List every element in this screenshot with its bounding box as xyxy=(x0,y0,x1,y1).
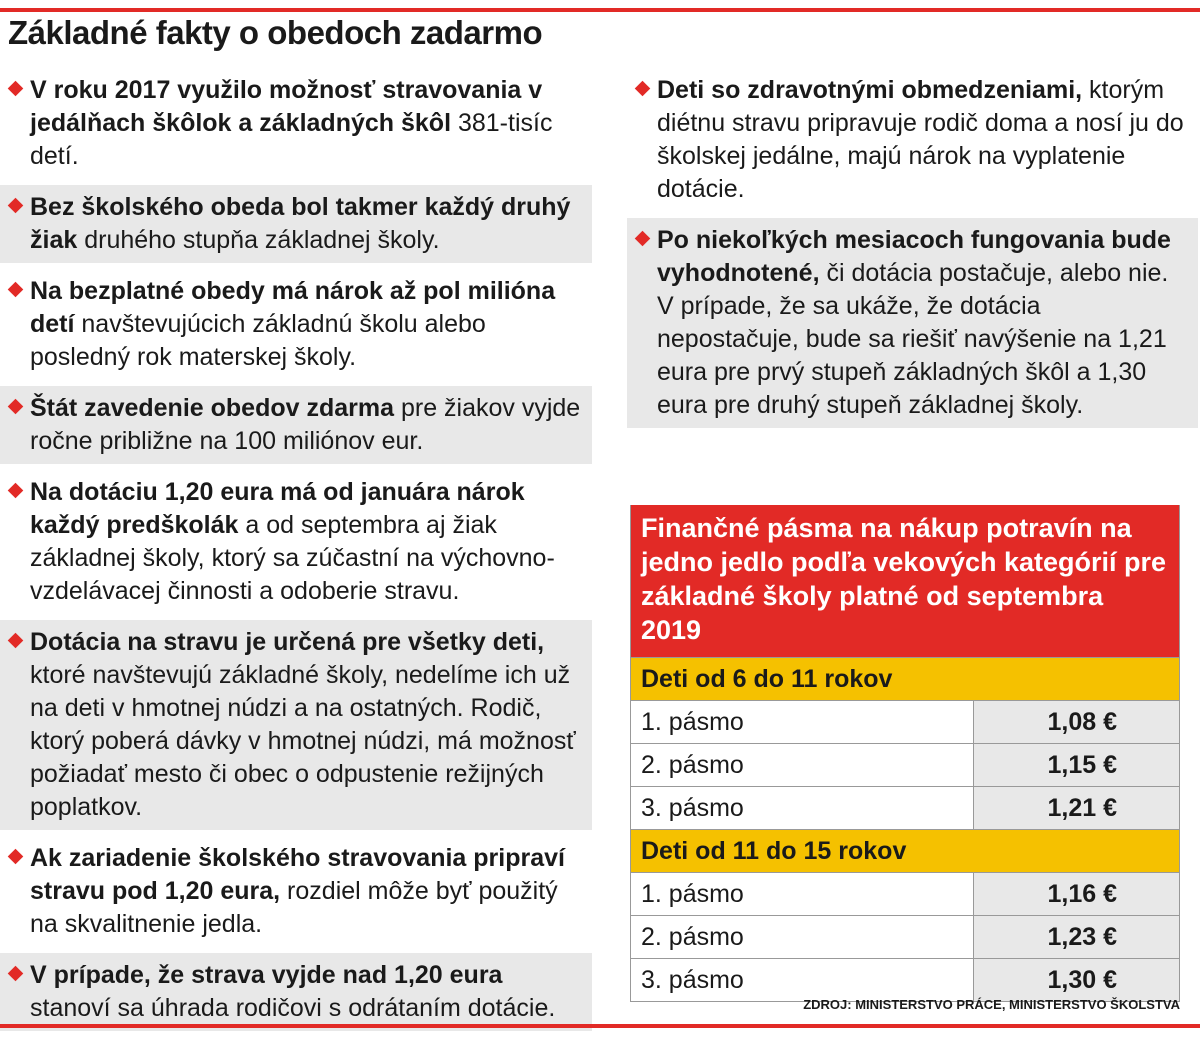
table-row xyxy=(631,915,1179,958)
fact-bold: Deti so zdravotnými obmedzeniami, xyxy=(657,76,1083,104)
table-row xyxy=(631,958,1179,1001)
fact-text: či dotácia postačuje, alebo nie. V prípade, že sa ukáže, že dotácia nepostačuje, bude sa riešiť navýšenie na 1,21 eura pre prvý stupeň základných škôl a 1,30 eura pre druhý stupeň základnej školy. xyxy=(657,259,1169,419)
fact-text: rozdiel môže byť použitý na skvalitnenie jedla. xyxy=(30,877,558,938)
fact-item xyxy=(0,470,592,614)
fact-bold: Bez školského obeda bol takmer každý druhý žiak xyxy=(30,193,571,254)
band-label: 1. pásmo xyxy=(631,873,974,915)
diamond-bullet-icon xyxy=(8,849,24,865)
right-fact-list xyxy=(627,68,1198,434)
fact-text: ktorým diétnu stravu pripravuje rodič doma a nosí ju do školskej jedálne, majú nárok na vyplatenie dotácie. xyxy=(657,76,1184,203)
price-band-table xyxy=(630,505,1180,1002)
fact-bold: Na bezplatné obedy má nárok až pol milióna detí xyxy=(30,277,556,338)
fact-bold: V prípade, že strava vyjde nad 1,20 eura xyxy=(30,961,503,989)
band-value: 1,21 € xyxy=(974,787,1179,829)
table-group-header: Deti od 11 do 15 rokov xyxy=(631,829,1179,872)
fact-bold: V roku 2017 využilo možnosť stravovania v jedálňach škôlok a základných škôl xyxy=(30,76,543,137)
fact-text: navštevujúcich základnú školu alebo posledný rok materskej školy. xyxy=(30,310,486,371)
bottom-rule xyxy=(0,1024,1200,1028)
fact-text: pre žiakov vyjde ročne približne na 100 miliónov eur. xyxy=(30,394,581,455)
band-label: 2. pásmo xyxy=(631,916,974,958)
band-label: 3. pásmo xyxy=(631,959,974,1001)
fact-bold: Na dotáciu 1,20 eura má od januára nárok každý predškolák xyxy=(30,478,525,539)
fact-item xyxy=(0,386,592,464)
diamond-bullet-icon xyxy=(635,81,651,97)
fact-text: druhého stupňa základnej školy. xyxy=(77,226,440,254)
fact-text: stanoví sa úhrada rodičovi s odrátaním dotácie. xyxy=(30,994,556,1022)
diamond-bullet-icon xyxy=(8,399,24,415)
diamond-bullet-icon xyxy=(8,81,24,97)
fact-bold: Po niekoľkých mesiacoch fungovania bude vyhodnotené, xyxy=(657,226,1171,287)
source-credit: ZDROJ: MINISTERSTVO PRÁCE, MINISTERSTVO ŠKOLSTVA xyxy=(803,997,1180,1012)
band-label: 3. pásmo xyxy=(631,787,974,829)
table-row xyxy=(631,743,1179,786)
table-row xyxy=(631,872,1179,915)
diamond-bullet-icon xyxy=(8,966,24,982)
fact-item xyxy=(0,953,592,1031)
fact-bold: Ak zariadenie školského stravovania pripraví stravu pod 1,20 eura, xyxy=(30,844,565,905)
table-row xyxy=(631,700,1179,743)
page-title: Základné fakty o obedoch zadarmo xyxy=(8,14,543,51)
table-row xyxy=(631,786,1179,829)
band-value: 1,30 € xyxy=(974,959,1179,1001)
top-rule xyxy=(0,8,1200,12)
fact-text: 381-tisíc detí. xyxy=(30,109,553,170)
diamond-bullet-icon xyxy=(8,633,24,649)
diamond-bullet-icon xyxy=(8,483,24,499)
diamond-bullet-icon xyxy=(635,231,651,247)
fact-item xyxy=(627,68,1198,212)
fact-item xyxy=(0,620,592,830)
diamond-bullet-icon xyxy=(8,282,24,298)
fact-text: ktoré navštevujú základné školy, nedelíme ich už na deti v hmotnej núdzi a na ostatných. Rodič, ktorý poberá dávky v hmotnej núdzi, má možnosť požiadať mesto či obec o odpustenie režijných poplatkov. xyxy=(30,661,576,821)
fact-item xyxy=(627,218,1198,428)
band-label: 1. pásmo xyxy=(631,701,974,743)
fact-bold: Štát zavedenie obedov zdarma xyxy=(30,394,395,422)
band-value: 1,08 € xyxy=(974,701,1179,743)
table-heading: Finančné pásma na nákup potravín na jedno jedlo podľa vekových kategórií pre základné školy platné od septembra 2019 xyxy=(631,505,1179,657)
fact-item xyxy=(0,185,592,263)
table-group-header: Deti od 6 do 11 rokov xyxy=(631,657,1179,700)
left-fact-list xyxy=(0,68,592,1037)
diamond-bullet-icon xyxy=(8,198,24,214)
band-label: 2. pásmo xyxy=(631,744,974,786)
band-value: 1,15 € xyxy=(974,744,1179,786)
fact-bold: Dotácia na stravu je určená pre všetky deti, xyxy=(30,628,545,656)
fact-item xyxy=(0,269,592,380)
fact-text: a od septembra aj žiak základnej školy, ktorý sa zúčastní na výchovno-vzdelávacej činnosti a odoberie stravu. xyxy=(30,511,555,605)
fact-item xyxy=(0,68,592,179)
fact-item xyxy=(0,836,592,947)
band-value: 1,23 € xyxy=(974,916,1179,958)
band-value: 1,16 € xyxy=(974,873,1179,915)
